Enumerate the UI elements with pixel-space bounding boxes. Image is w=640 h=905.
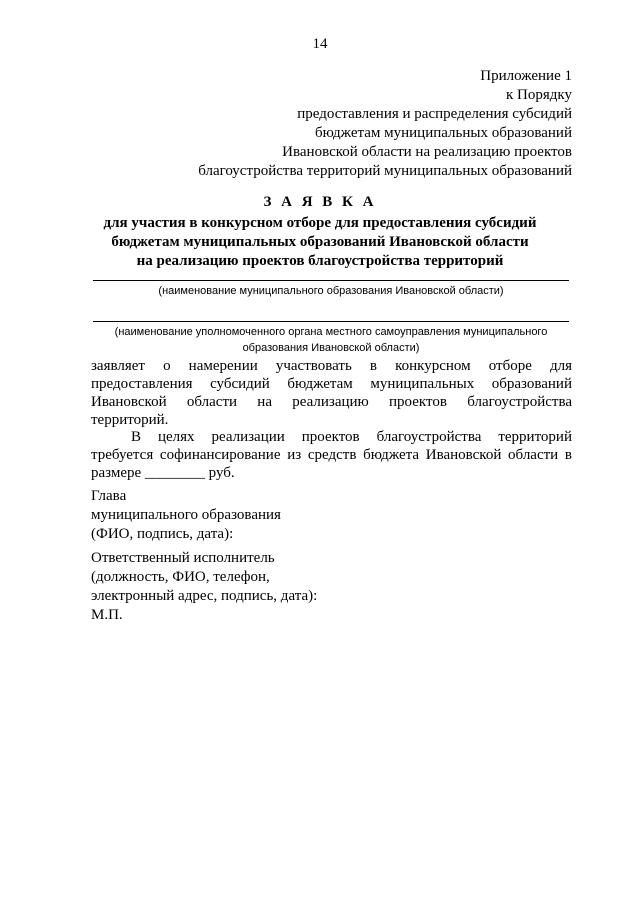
appendix-line: Приложение 1 — [480, 68, 572, 84]
subtitle-line: для участия в конкурсном отборе для предоставления субсидий — [103, 215, 537, 231]
authority-caption — [90, 324, 572, 356]
page-number: 14 — [312, 36, 328, 52]
municipality-name-field[interactable] — [93, 280, 569, 281]
paragraph-line: размере ________ руб. — [91, 465, 235, 481]
appendix-line: Ивановской области на реализацию проектов — [282, 144, 572, 160]
paragraph-line: заявляет о намерении участвовать в конкурсном отборе для — [91, 358, 572, 374]
caption-line: (наименование уполномоченного органа местного самоуправления муниципального — [114, 326, 548, 338]
paragraph-line: требуется софинансирование из средств бюджета Ивановской области в — [91, 447, 572, 463]
paragraph-line: предоставления субсидий бюджетам муниципальных образований — [91, 376, 572, 392]
signature-line: электронный адрес, подпись, дата): — [91, 588, 318, 604]
subtitle-line: бюджетам муниципальных образований Ивановской области — [111, 234, 529, 250]
appendix-line: к Порядку — [506, 87, 572, 103]
caption-line: образования Ивановской области) — [242, 342, 420, 354]
appendix-line: бюджетам муниципальных образований — [314, 125, 572, 141]
document-title: З А Я В К А — [263, 194, 377, 210]
head-signature-block — [91, 487, 281, 544]
municipality-caption: (наименование муниципального образования Ивановской области) — [158, 285, 504, 297]
seal-placeholder: М.П. — [91, 607, 123, 623]
signature-line: муниципального образования — [91, 507, 281, 523]
subtitle-line: на реализацию проектов благоустройства территорий — [136, 253, 504, 269]
cofinancing-paragraph — [91, 428, 572, 482]
paragraph-line: Ивановской области на реализацию проектов благоустройства — [91, 394, 572, 410]
signature-line: Глава — [91, 488, 127, 504]
signature-line: Ответственный исполнитель — [91, 550, 275, 566]
appendix-line: благоустройства территорий муниципальных образований — [198, 163, 572, 179]
signature-line: (должность, ФИО, телефон, — [91, 569, 270, 585]
declaration-paragraph — [91, 357, 572, 429]
authority-name-field[interactable] — [93, 321, 569, 322]
paragraph-line: В целях реализации проектов благоустройства территорий — [131, 429, 572, 445]
document-subtitle — [60, 214, 580, 271]
appendix-line: предоставления и распределения субсидий — [297, 106, 572, 122]
executor-signature-block — [91, 549, 317, 625]
signature-line: (ФИО, подпись, дата): — [91, 526, 234, 542]
appendix-reference — [198, 67, 572, 181]
paragraph-line: территорий. — [91, 412, 169, 428]
